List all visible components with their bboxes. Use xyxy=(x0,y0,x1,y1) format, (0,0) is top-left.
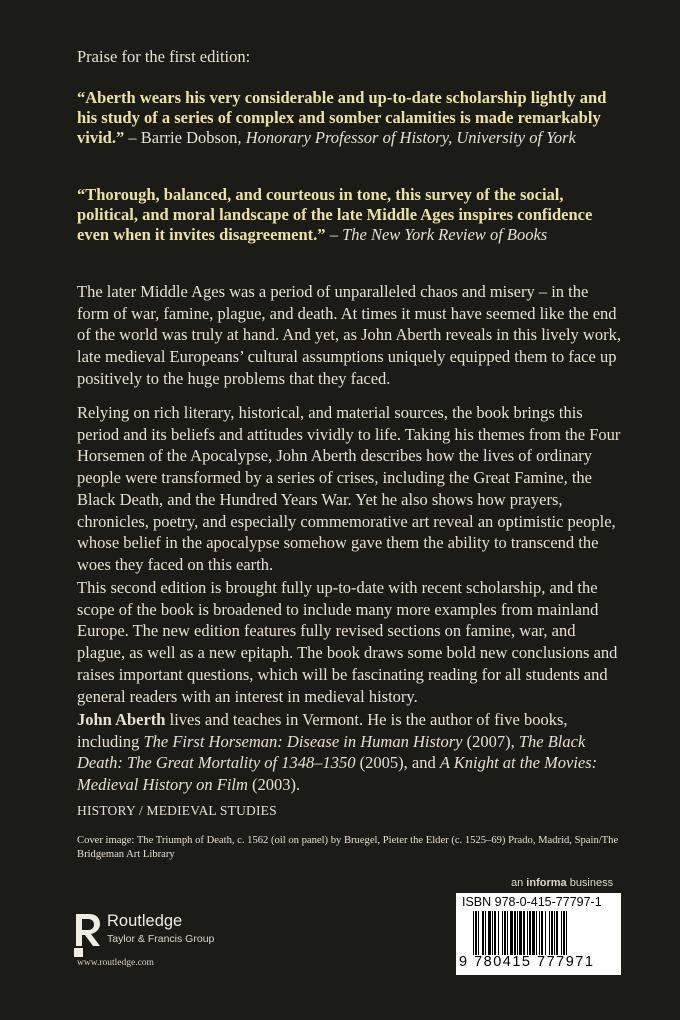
subject-category: HISTORY / MEDIEVAL STUDIES xyxy=(77,803,277,818)
cover-image-credit: Cover image: The Triumph of Death, c. 1562 (oil on panel) by Bruegel, Pieter the Elder (c. 1525–69) Prado, Madrid, Spain/The Bridgeman Art Library xyxy=(77,835,619,860)
author-name: John Aberth xyxy=(77,710,166,729)
quote-author: Barrie Dobson, xyxy=(140,128,246,147)
publisher-name: Routledge xyxy=(107,912,183,930)
description-paragraph: This second edition is brought fully up-to-date with recent scholarship, and the scope of the book is broadened to include many more examples from mainland Europe. The new edition features fully revised sections on famine, war, and plague, as well as a new epitaph. The book draws some bold new conclusions and raises important questions, which will be fascinating reading for all students and general readers with an interest in medieval history. xyxy=(77,578,618,706)
description-paragraph: Relying on rich literary, historical, and material sources, the book brings this period and its beliefs and attitudes vividly to life. Taking his themes from the Four Horsemen of the Apocalypse, John Aberth describes how the lives of ordinary people were transformed by a series of crises, including the Great Famine, the Black Death, and the Hundred Years War. Yet he also shows how prayers, chronicles, poetry, and especially commemorative art reveal an optimistic people, whose belief in the apocalypse somehow gave them the ability to transcend the woes they faced on this earth. xyxy=(77,403,621,574)
book-title: The First Horseman: Disease in Human History xyxy=(143,731,463,751)
book-title: A Knight at the Movies: Medieval History on Film xyxy=(77,753,598,795)
quote-source: The New York Review of Books xyxy=(342,225,548,244)
bio-text: (2005), and xyxy=(355,753,440,773)
publisher-url: www.routledge.com xyxy=(77,958,154,968)
bio-text: (2007), xyxy=(462,731,519,751)
praise-heading: Praise for the first edition: xyxy=(77,47,251,66)
description-paragraph: The later Middle Ages was a period of unparalleled chaos and misery – in the form of war, famine, plague, and death. At times it must have seemed like the end of the world was truly at hand. And yet, as John Aberth reveals in this lively work, late medieval Europeans’ cultural assumptions uniquely equipped them to face up positively to the huge problems that they faced. xyxy=(77,282,621,388)
book-title: The Black Death: The Great Mortality of 1348–1350 xyxy=(77,731,586,773)
barcode-icon xyxy=(471,911,611,955)
review-quote xyxy=(77,185,622,245)
informa-suffix: business xyxy=(566,877,614,889)
quote-text: “Thorough, balanced, and courteous in tone, this survey of the social, political, and moral landscape of the late Middle Ages inspires confidence even when it invites disagreement.” xyxy=(77,185,593,244)
quote-author-title: Honorary Professor of History, University of York xyxy=(245,128,576,147)
quote-dash: – xyxy=(124,128,141,147)
author-bio xyxy=(77,709,622,796)
review-quote xyxy=(77,88,622,148)
quote-text: “Aberth wears his very considerable and up-to-date scholarship lightly and his study of a series of complex and somber calamities is made remarkably vivid.” xyxy=(77,88,607,147)
publisher-group: Taylor & Francis Group xyxy=(107,933,215,945)
bio-text: lives and teaches in Vermont. He is the author of five books, including xyxy=(77,710,568,751)
informa-business-label xyxy=(511,877,613,889)
barcode-digits: 9 780415 777971 xyxy=(459,954,595,970)
informa-prefix: an xyxy=(511,877,527,889)
isbn-text: ISBN 978-0-415-77797-1 xyxy=(462,895,602,909)
quote-dash: – xyxy=(325,225,343,244)
bio-text: (2003). xyxy=(247,775,301,795)
informa-brand: informa xyxy=(526,877,567,889)
isbn-barcode xyxy=(456,893,621,975)
routledge-r-icon xyxy=(73,912,103,958)
